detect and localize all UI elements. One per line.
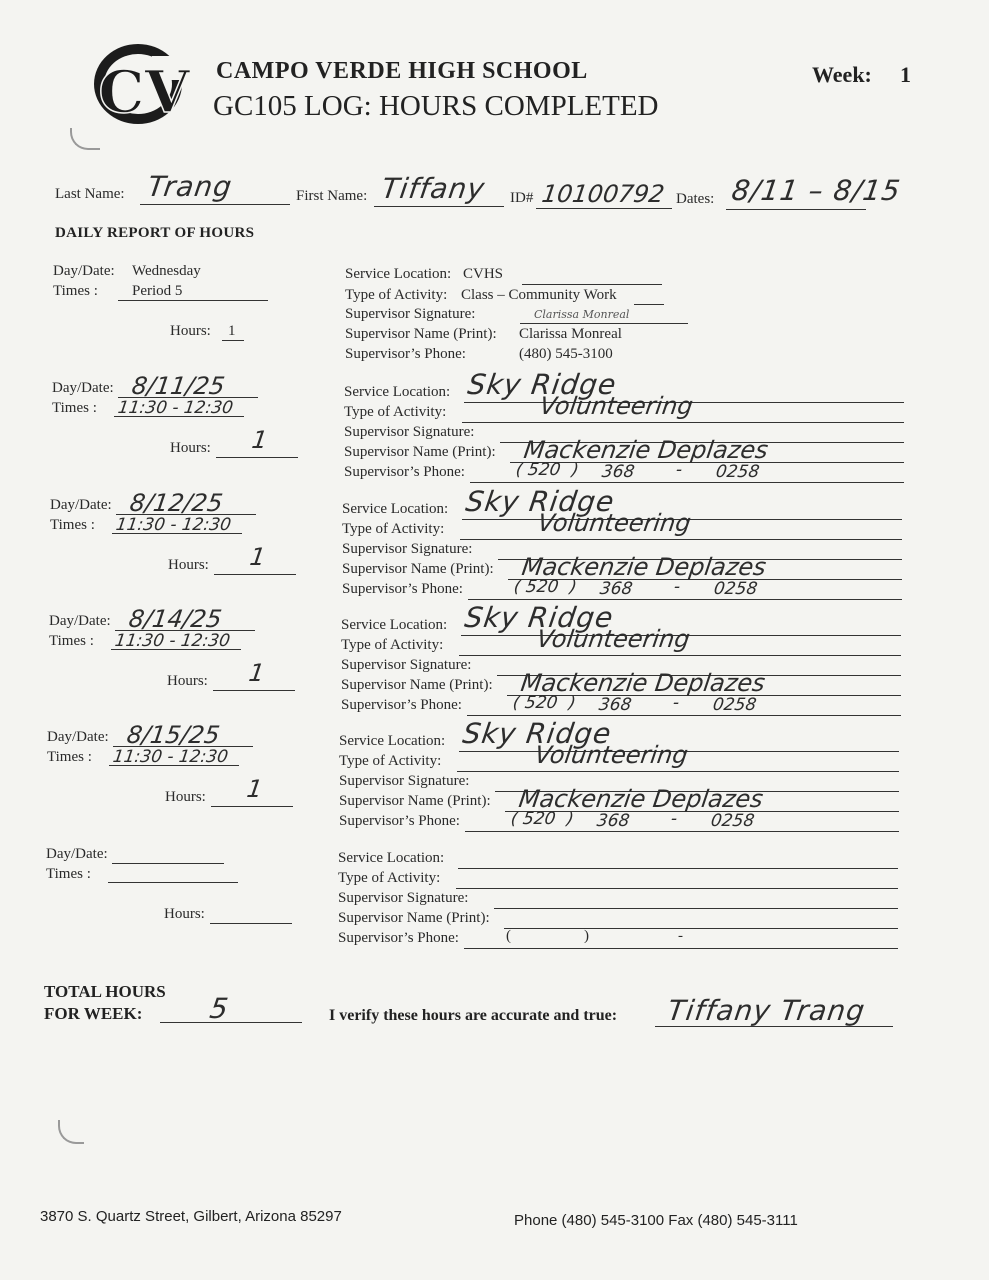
- hours-label: Hours:: [164, 906, 205, 922]
- hours-label: Hours:: [170, 440, 211, 456]
- supervisor-phone-label: Supervisor’s Phone:: [345, 346, 466, 362]
- type-of-activity-label: Type of Activity:: [342, 521, 445, 537]
- phone-close-paren: ): [584, 928, 589, 944]
- phone-line: [467, 715, 901, 716]
- service-location-value[interactable]: Sky Ridge: [462, 601, 616, 634]
- type-of-activity-value[interactable]: Volunteering: [538, 392, 695, 420]
- supervisor-name-value[interactable]: Mackenzie Deplazes: [522, 436, 770, 464]
- verify-signature: Tiffany Trang: [665, 994, 868, 1027]
- supervisor-name-value[interactable]: Clarissa Monreal: [519, 326, 622, 342]
- signature-line: [520, 323, 688, 324]
- times-value[interactable]: 11:30 - 12:30: [111, 747, 230, 767]
- hours-label: Hours:: [168, 557, 209, 573]
- phone-open-paren: (: [512, 577, 523, 597]
- phone-area[interactable]: 520: [526, 460, 562, 480]
- total-hours-label: [44, 981, 166, 1025]
- phone-dash: -: [674, 460, 684, 480]
- times-value[interactable]: 11:30 - 12:30: [114, 515, 233, 535]
- supervisor-signature-label: Supervisor Signature:: [338, 890, 469, 906]
- hours-label: Hours:: [170, 323, 211, 339]
- total-hours-label-line1: TOTAL HOURS: [44, 982, 166, 1001]
- service-location-line: [458, 868, 898, 869]
- last-name-value[interactable]: Trang: [145, 170, 235, 203]
- id-value[interactable]: 10100792: [540, 180, 667, 208]
- hours-line: [216, 457, 298, 458]
- times-line: [108, 882, 238, 883]
- type-of-activity-label: Type of Activity:: [344, 404, 447, 420]
- activity-line: [459, 655, 901, 656]
- hours-value[interactable]: 1: [247, 659, 267, 687]
- id-label: ID#: [510, 190, 534, 206]
- total-hours-line: [160, 1022, 302, 1023]
- last-name-line: [140, 204, 290, 205]
- type-of-activity-label: Type of Activity:: [338, 870, 441, 886]
- service-location-label: Service Location:: [339, 733, 446, 749]
- phone-line[interactable]: 0258: [709, 811, 756, 831]
- dates-label: Dates:: [676, 191, 715, 207]
- hours-label: Hours:: [165, 789, 206, 805]
- hours-label: Hours:: [167, 673, 208, 689]
- phone-prefix[interactable]: 368: [595, 811, 631, 831]
- supervisor-name-value[interactable]: Mackenzie Deplazes: [517, 785, 765, 813]
- service-location-value[interactable]: Sky Ridge: [460, 717, 614, 750]
- supervisor-name-label: Supervisor Name (Print):: [339, 793, 491, 809]
- day-date-value[interactable]: 8/12/25: [128, 489, 225, 517]
- service-location-label: Service Location:: [344, 384, 451, 400]
- times-value[interactable]: 11:30 - 12:30: [113, 631, 232, 651]
- phone-area[interactable]: 520: [524, 577, 560, 597]
- phone-close-paren: ): [570, 460, 581, 480]
- day-date-value[interactable]: 8/15/25: [125, 721, 222, 749]
- logo-text: CV: [98, 58, 190, 126]
- supervisor-phone-value[interactable]: (480) 545-3100: [519, 346, 613, 362]
- verify-label: I verify these hours are accurate and true:: [329, 1007, 618, 1024]
- first-name-line: [374, 206, 504, 207]
- times-label: Times :: [53, 283, 98, 299]
- times-label: Times :: [52, 400, 97, 416]
- phone-line: [464, 948, 898, 949]
- first-name-label: First Name:: [296, 188, 368, 204]
- phone-line[interactable]: 0258: [711, 695, 758, 715]
- supervisor-phone-label: Supervisor’s Phone:: [342, 581, 463, 597]
- activity-line: [460, 539, 902, 540]
- punch-hole-mark-top: [70, 128, 100, 150]
- supervisor-phone-label: Supervisor’s Phone:: [338, 930, 459, 946]
- service-location-value[interactable]: Sky Ridge: [465, 368, 619, 401]
- type-of-activity-label: Type of Activity:: [339, 753, 442, 769]
- day-date-value[interactable]: Wednesday: [132, 263, 201, 279]
- times-value[interactable]: Period 5: [132, 283, 183, 299]
- total-hours-value[interactable]: 5: [207, 992, 232, 1025]
- supervisor-signature-label: Supervisor Signature:: [342, 541, 473, 557]
- type-of-activity-value[interactable]: Volunteering: [533, 741, 690, 769]
- day-date-label: Day/Date:: [50, 497, 112, 513]
- footer-contact: Phone (480) 545-3100 Fax (480) 545-3111: [514, 1212, 798, 1229]
- times-line: [118, 300, 268, 301]
- activity-line: [457, 771, 899, 772]
- dates-value[interactable]: 8/11 – 8/15: [729, 174, 903, 207]
- form-title: GC105 LOG: HOURS COMPLETED: [213, 90, 659, 122]
- phone-open-paren: (: [506, 928, 511, 944]
- hours-line: [213, 690, 295, 691]
- day-date-label: Day/Date:: [52, 380, 114, 396]
- first-name-value[interactable]: Tiffany: [379, 172, 488, 205]
- supervisor-name-label: Supervisor Name (Print):: [341, 677, 493, 693]
- supervisor-name-label: Supervisor Name (Print):: [345, 326, 497, 342]
- hours-value[interactable]: 1: [228, 323, 236, 339]
- day-date-label: Day/Date:: [49, 613, 111, 629]
- service-location-label: Service Location:: [345, 266, 452, 282]
- phone-prefix[interactable]: 368: [598, 579, 634, 599]
- phone-prefix[interactable]: 368: [600, 462, 636, 482]
- total-hours-label-line2: FOR WEEK:: [44, 1004, 143, 1023]
- dates-line: [726, 209, 866, 210]
- supervisor-signature-value: Clarissa Monreal: [534, 308, 630, 321]
- service-location-label: Service Location:: [342, 501, 449, 517]
- supervisor-signature-label: Supervisor Signature:: [339, 773, 470, 789]
- phone-dash: -: [672, 577, 682, 597]
- phone-area[interactable]: 520: [523, 693, 559, 713]
- phone-open-paren: (: [514, 460, 525, 480]
- supervisor-phone-label: Supervisor’s Phone:: [341, 697, 462, 713]
- phone-line: [465, 831, 899, 832]
- supervisor-signature-label: Supervisor Signature:: [344, 424, 475, 440]
- supervisor-name-value[interactable]: Mackenzie Deplazes: [520, 553, 768, 581]
- type-of-activity-label: Type of Activity:: [341, 637, 444, 653]
- supervisor-name-label: Supervisor Name (Print):: [342, 561, 494, 577]
- day-date-label: Day/Date:: [53, 263, 115, 279]
- service-location-value[interactable]: Sky Ridge: [463, 485, 617, 518]
- supervisor-name-line: [504, 928, 898, 929]
- service-location-label: Service Location:: [338, 850, 445, 866]
- hours-line: [214, 574, 296, 575]
- type-of-activity-value[interactable]: Volunteering: [535, 625, 692, 653]
- last-name-label: Last Name:: [55, 186, 125, 202]
- type-of-activity-label: Type of Activity:: [345, 287, 448, 303]
- school-logo: [88, 38, 200, 130]
- times-label: Times :: [47, 749, 92, 765]
- supervisor-phone-label: Supervisor’s Phone:: [339, 813, 460, 829]
- times-label: Times :: [46, 866, 91, 882]
- punch-hole-mark-bottom: [58, 1120, 84, 1144]
- school-name: CAMPO VERDE HIGH SCHOOL: [216, 58, 588, 84]
- supervisor-name-label: Supervisor Name (Print):: [338, 910, 490, 926]
- phone-dash: -: [671, 693, 681, 713]
- phone-line: [468, 599, 902, 600]
- phone-line: [470, 482, 904, 483]
- phone-close-paren: ): [567, 693, 578, 713]
- week-label: Week:: [812, 62, 872, 87]
- day-date-label: Day/Date:: [47, 729, 109, 745]
- type-of-activity-value[interactable]: Class – Community Work: [461, 287, 617, 303]
- service-location-value[interactable]: CVHS: [463, 266, 504, 282]
- phone-dash: -: [678, 928, 683, 944]
- times-label: Times :: [49, 633, 94, 649]
- activity-line: [634, 304, 664, 305]
- footer-address: 3870 S. Quartz Street, Gilbert, Arizona 85297: [40, 1208, 342, 1225]
- section-title: DAILY REPORT OF HOURS: [55, 225, 255, 241]
- id-line: [536, 208, 672, 209]
- service-location-line: [522, 284, 662, 285]
- phone-line[interactable]: 0258: [712, 579, 759, 599]
- phone-open-paren: (: [511, 693, 522, 713]
- phone-dash: -: [669, 809, 679, 829]
- day-date-value[interactable]: 8/11/25: [130, 372, 227, 400]
- phone-close-paren: ): [568, 577, 579, 597]
- phone-close-paren: ): [565, 809, 576, 829]
- activity-line: [456, 888, 898, 889]
- phone-open-paren: (: [509, 809, 520, 829]
- hours-line: [210, 923, 292, 924]
- signature-line: [494, 908, 898, 909]
- supervisor-phone-label: Supervisor’s Phone:: [344, 464, 465, 480]
- type-of-activity-value[interactable]: Volunteering: [536, 509, 693, 537]
- hours-value[interactable]: 1: [250, 426, 270, 454]
- service-location-label: Service Location:: [341, 617, 448, 633]
- supervisor-name-label: Supervisor Name (Print):: [344, 444, 496, 460]
- supervisor-signature-label: Supervisor Signature:: [341, 657, 472, 673]
- phone-line[interactable]: 0258: [714, 462, 761, 482]
- activity-line: [462, 422, 904, 423]
- day-date-value[interactable]: 8/14/25: [127, 605, 224, 633]
- supervisor-signature-label: Supervisor Signature:: [345, 306, 476, 322]
- hours-line: [211, 806, 293, 807]
- times-value[interactable]: 11:30 - 12:30: [116, 398, 235, 418]
- hours-value[interactable]: 1: [248, 543, 268, 571]
- supervisor-name-value[interactable]: Mackenzie Deplazes: [519, 669, 767, 697]
- phone-area[interactable]: 520: [521, 809, 557, 829]
- hours-value[interactable]: 1: [245, 775, 265, 803]
- week-value: 1: [900, 62, 911, 87]
- day-date-line: [112, 863, 224, 864]
- times-label: Times :: [50, 517, 95, 533]
- day-date-label: Day/Date:: [46, 846, 108, 862]
- hours-line: [222, 340, 244, 341]
- phone-prefix[interactable]: 368: [597, 695, 633, 715]
